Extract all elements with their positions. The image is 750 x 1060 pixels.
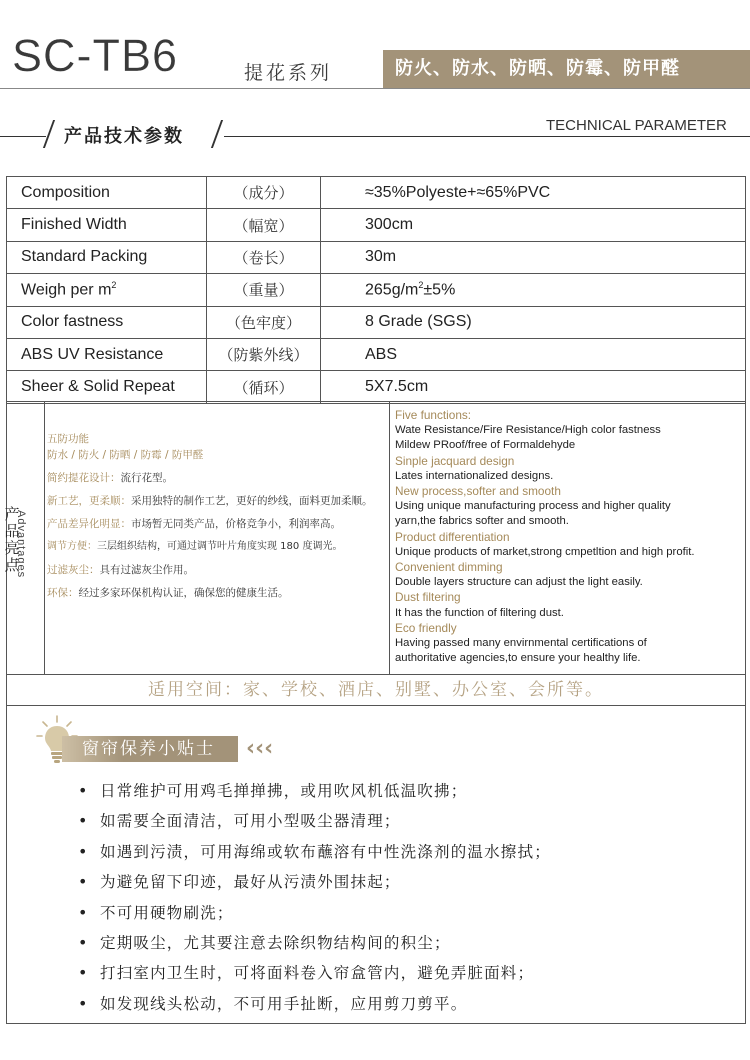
param-name-cn: （成分） — [207, 177, 321, 209]
param-value: ≈35%Polyeste+≈65%PVC — [321, 177, 746, 209]
tips-list — [78, 776, 551, 1019]
features-banner: 防火、防水、防晒、防霉、防甲醛 — [383, 50, 750, 88]
table-row — [7, 241, 746, 273]
cn-item-head: 简约提花设计： — [47, 472, 121, 484]
param-value-cell — [321, 274, 746, 306]
list-item: • 如遇到污渍，可用海绵或软布蘸溶有中性洗涤剂的温水擦拭； — [78, 837, 551, 867]
cn-item-text: 防水 / 防火 / 防晒 / 防霉 / 防甲醛 — [47, 449, 204, 461]
param-name: Sheer & Solid Repeat — [7, 371, 207, 403]
en-item-head: Five functions: — [395, 408, 472, 422]
list-item: • 日常维护可用鸡毛掸掸拂，或用吹风机低温吹拂； — [78, 776, 551, 806]
list-item — [47, 585, 389, 601]
en-item-text: Double layers structure can adjust the light easily. — [395, 576, 643, 589]
en-item-head: New process,softer and smooth — [395, 484, 561, 499]
param-name-cn: （卷长） — [207, 241, 321, 273]
en-item-head: Sinple jacquard design — [395, 453, 515, 468]
cn-item-text: 流行花型。 — [120, 472, 173, 484]
cn-item-text: 经过多家环保机构认证，确保您的健康生活。 — [78, 587, 289, 599]
list-item — [47, 493, 389, 509]
param-name-cn: （幅宽） — [207, 209, 321, 241]
param-name-cn: （循环） — [207, 371, 321, 403]
cn-item-text: 采用独特的制作工艺，更好的纱线，面料更加柔顺。 — [131, 495, 373, 507]
cn-item-head: 过滤灰尘： — [47, 564, 100, 576]
list-item — [47, 562, 389, 578]
en-item-head: Eco friendly — [395, 620, 457, 635]
section-rule-right — [224, 136, 750, 137]
param-name: Standard Packing — [7, 241, 207, 273]
en-item-text: Having passed many envirnmental certifications of — [395, 637, 647, 650]
parameter-table — [6, 176, 746, 404]
advantages-cn-list — [47, 431, 389, 608]
param-name-cn: （色牢度） — [207, 306, 321, 338]
param-value: 265g/m — [365, 281, 419, 299]
list-item — [47, 539, 389, 555]
param-name-cn: （防紫外线） — [207, 338, 321, 370]
cn-item-head: 新工艺，更柔顺： — [47, 495, 131, 507]
cn-item-head: 产品差异化明显： — [47, 518, 131, 530]
section-slash-left — [43, 120, 55, 148]
tips-title: 窗帘保养小贴士 — [82, 739, 215, 759]
series-name: 提花系列 — [244, 62, 333, 84]
list-item: • 定期吸尘，尤其要注意去除织物结构间的积尘； — [78, 928, 551, 958]
param-value: 300cm — [321, 209, 746, 241]
header-divider — [0, 88, 750, 89]
en-item-text: Unique products of market,strong cmpetltion and high profit. — [395, 545, 695, 558]
param-name: Finished Width — [7, 209, 207, 241]
param-value-tolerance: ±5% — [423, 281, 456, 299]
param-name-cell — [7, 274, 207, 306]
en-item-head: Convenient dimming — [395, 560, 503, 575]
param-name-superscript: 2 — [111, 280, 117, 291]
cn-item-head: 环保： — [47, 587, 79, 599]
param-value: 8 Grade (SGS) — [321, 306, 746, 338]
table-row — [7, 371, 746, 403]
section-title-en: TECHNICAL PARAMETER — [546, 117, 727, 134]
section-rule-left — [0, 136, 46, 137]
table-row — [7, 274, 746, 306]
list-item: • 为避免留下印迹，最好从污渍外围抹起； — [78, 867, 551, 897]
en-item-text: yarn,the fabrics softer and smooth. — [395, 515, 569, 528]
list-item — [47, 431, 389, 463]
cn-item-text: 具有过滤灰尘作用。 — [99, 564, 194, 576]
en-item-head: Dust filtering — [395, 590, 461, 605]
section-slash-right — [211, 120, 223, 148]
table-row — [7, 338, 746, 370]
cn-item-text: 三层组织结构，可通过调节叶片角度实现 180 度调光。 — [97, 541, 343, 552]
param-name: Weigh per m — [21, 281, 112, 299]
en-item-text: Wate Resistance/Fire Resistance/High color fastness — [395, 424, 661, 437]
chevron-left-icon: ‹‹‹ — [246, 736, 274, 761]
en-item-text: Mildew PRoof/free of Formaldehyde — [395, 439, 576, 452]
cn-item-text: 市场暂无同类产品，价格竞争小，利润率高。 — [131, 518, 341, 530]
list-item — [47, 470, 389, 486]
param-value-superscript: 2 — [418, 280, 424, 291]
section-title: 产品技术参数 — [64, 126, 184, 147]
list-item: • 如发现线头松动，不可用手扯断，应用剪刀剪平。 — [78, 989, 551, 1019]
table-row — [7, 306, 746, 338]
param-name: Color fastness — [7, 306, 207, 338]
cn-item-head: 调节方便： — [47, 541, 97, 552]
param-name: ABS UV Resistance — [7, 338, 207, 370]
advantages-label-en: Advantages — [15, 510, 27, 579]
en-item-head: Product differentiation — [395, 529, 510, 544]
list-item: • 不可用硬物刷洗； — [78, 898, 551, 928]
advantages-en-list — [395, 408, 745, 666]
list-item: • 如需要全面清洁，可用小型吸尘器清理； — [78, 806, 551, 836]
param-value: ABS — [321, 338, 746, 370]
model-number: SC-TB6 — [12, 30, 179, 81]
param-name-cn: （重量） — [207, 274, 321, 306]
application-spaces: 适用空间：家、学校、酒店、别墅、办公室、会所等。 — [6, 674, 746, 706]
list-item — [47, 516, 389, 532]
en-item-text: authoritative agencies,to ensure your healthy life. — [395, 652, 641, 665]
en-item-text: It has the function of filtering dust. — [395, 606, 564, 619]
en-item-text: Using unique manufacturing process and higher quality — [395, 500, 671, 513]
en-item-text: Lates internationalized designs. — [395, 469, 554, 482]
param-value: 30m — [321, 241, 746, 273]
table-row — [7, 209, 746, 241]
advantages-label-cn: 产品亮点 — [4, 505, 20, 574]
list-item: • 打扫室内卫生时，可将面料卷入帘盒管内，避免弄脏面料； — [78, 958, 551, 988]
param-value: 5X7.5cm — [321, 371, 746, 403]
table-row — [7, 177, 746, 209]
param-name: Composition — [7, 177, 207, 209]
cn-item-head: 五防功能 — [47, 433, 89, 445]
